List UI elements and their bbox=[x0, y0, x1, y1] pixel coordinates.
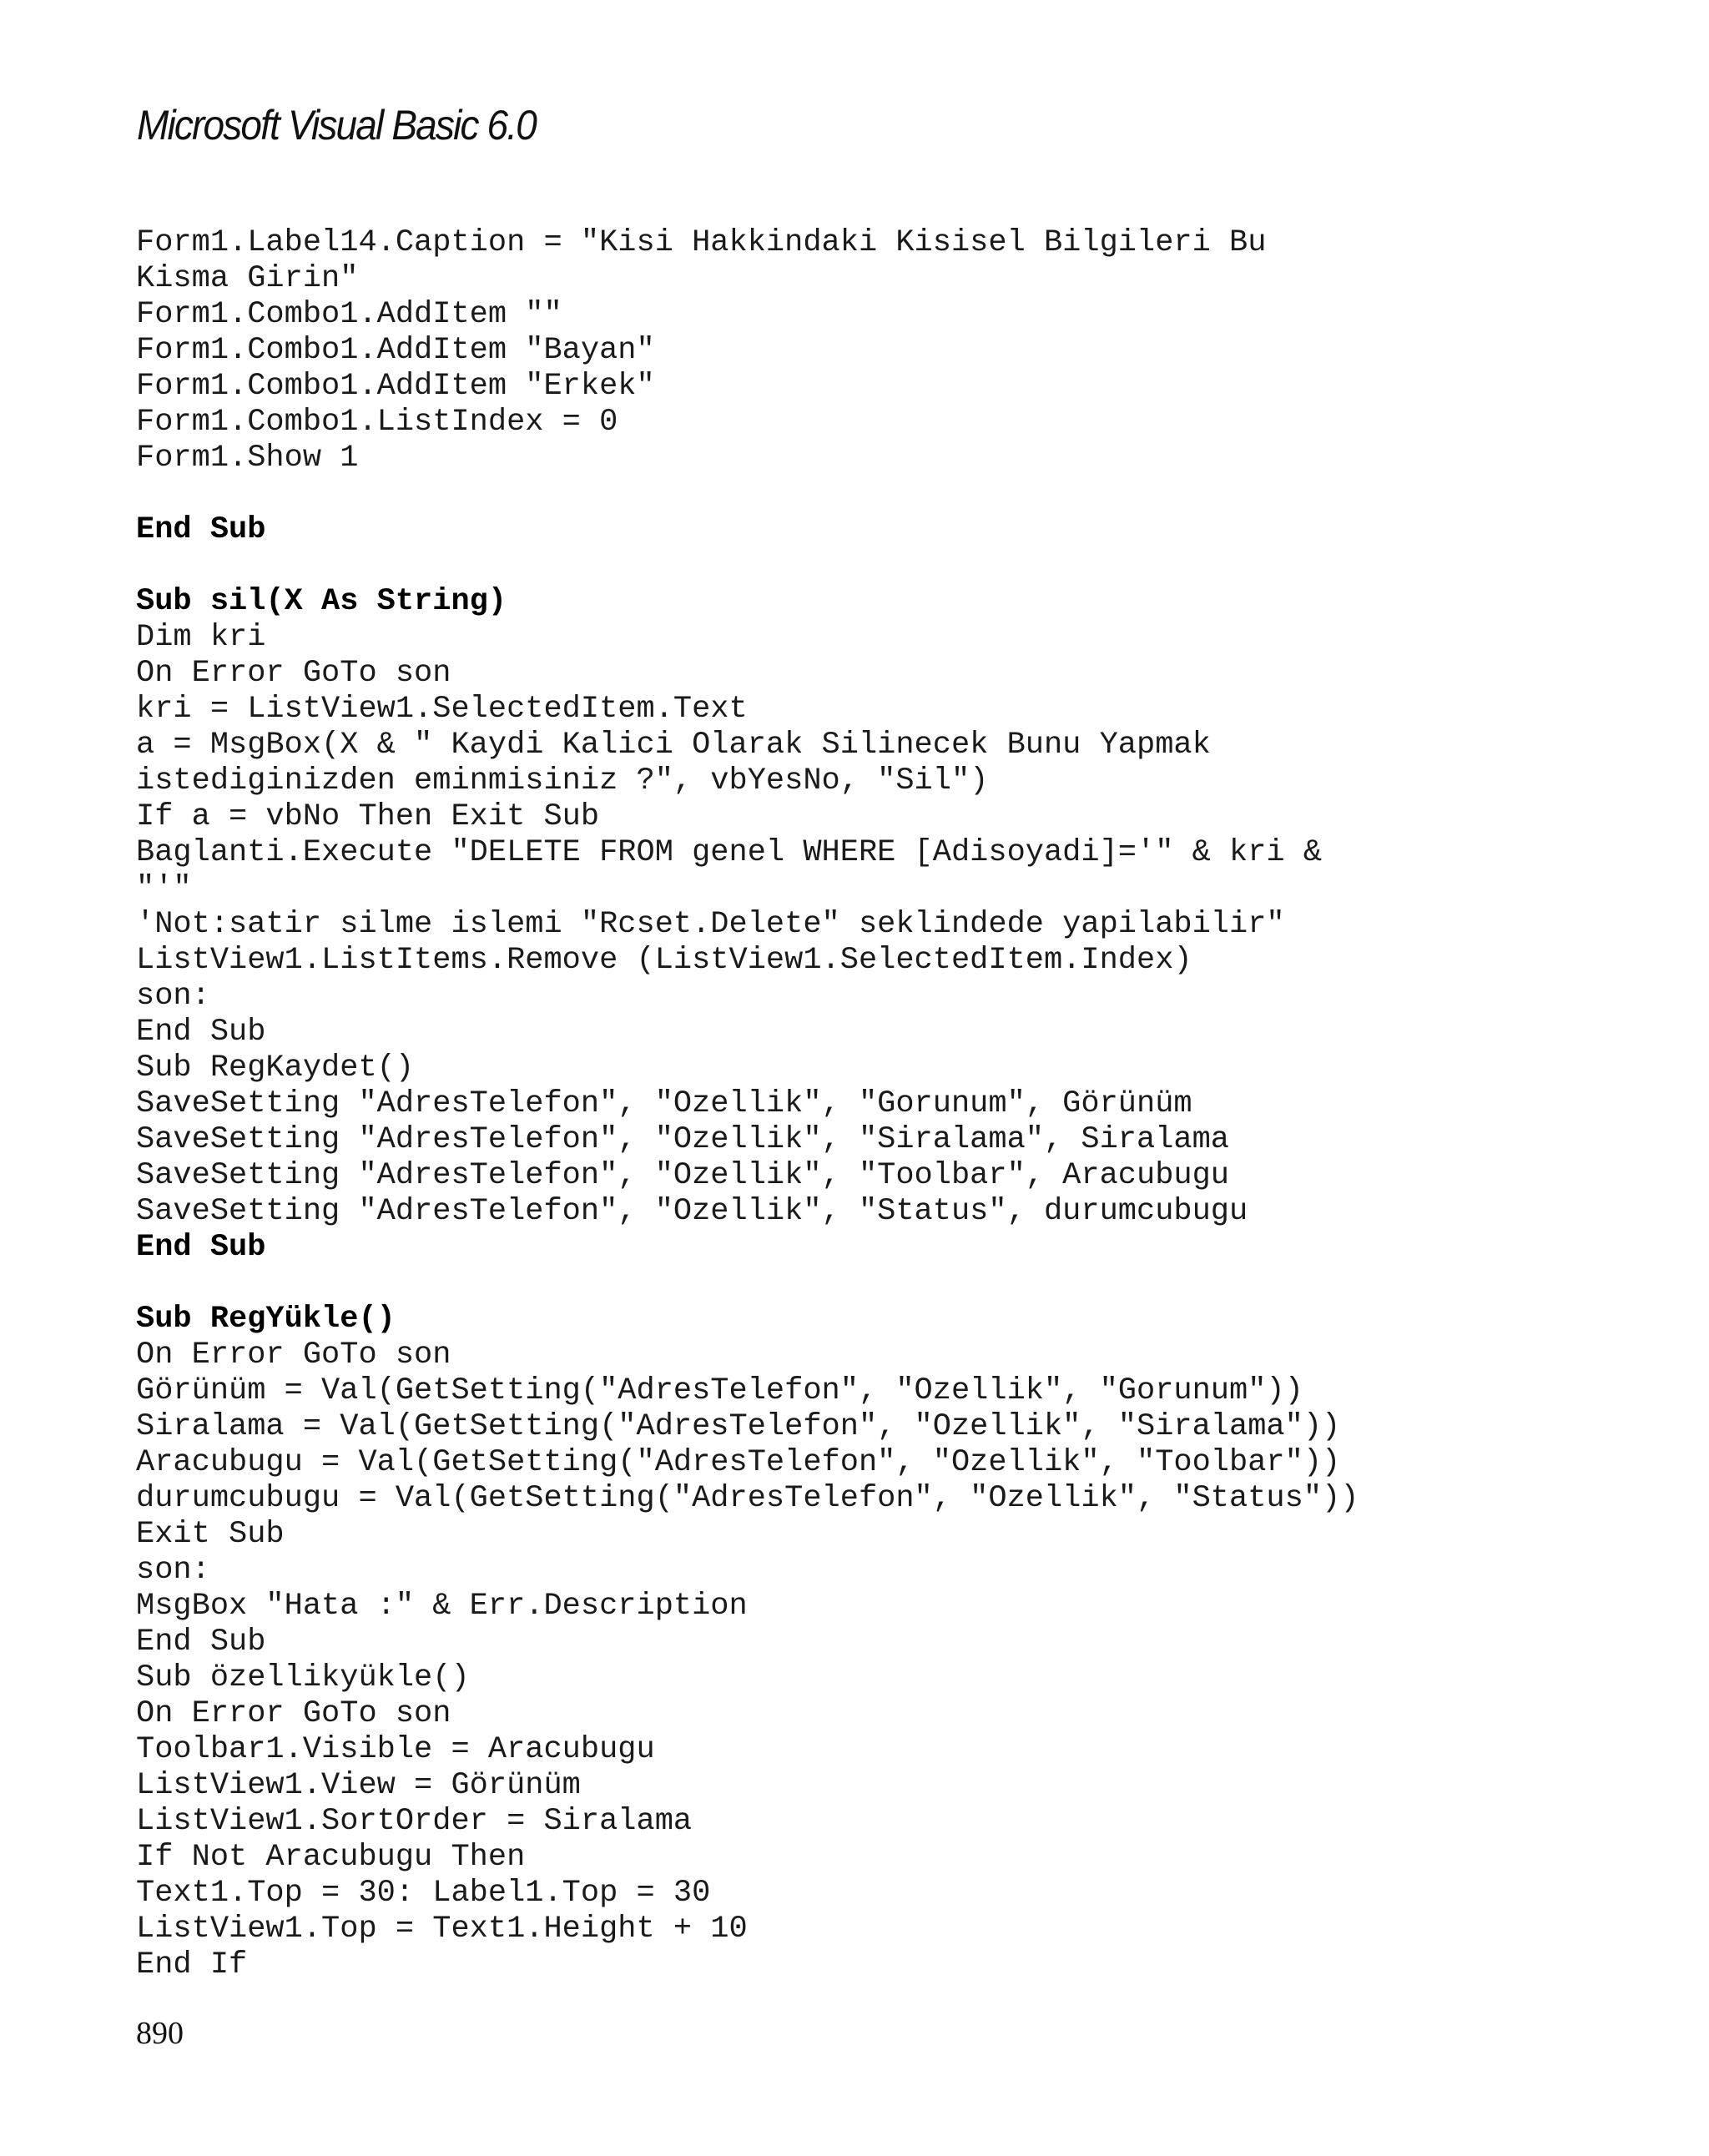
code-line: ListView1.Top = Text1.Height + 10 bbox=[136, 1912, 748, 1947]
page-number: 890 bbox=[136, 2016, 184, 2051]
code-line-sub-header: Sub RegYükle() bbox=[136, 1302, 396, 1337]
code-line: "'" bbox=[136, 871, 192, 906]
blank-line bbox=[136, 476, 1638, 512]
code-line: End If bbox=[136, 1947, 248, 1982]
code-line: ListView1.View = Görünüm bbox=[136, 1768, 581, 1803]
code-line: On Error GoTo son bbox=[136, 656, 451, 691]
code-line: son: bbox=[136, 1553, 210, 1588]
code-listing bbox=[136, 225, 1638, 1983]
code-line: End Sub bbox=[136, 1625, 266, 1660]
blank-line bbox=[136, 1266, 1638, 1302]
code-line: Aracubugu = Val(GetSetting("AdresTelefon", "Ozellik", "Toolbar")) bbox=[136, 1445, 1341, 1480]
code-line-end-sub: End Sub bbox=[136, 512, 266, 547]
code-line: Form1.Combo1.AddItem "Erkek" bbox=[136, 369, 655, 404]
code-line: istediginizden eminmisiniz ?", vbYesNo, "Sil") bbox=[136, 763, 989, 798]
blank-line bbox=[136, 548, 1638, 584]
code-line: SaveSetting "AdresTelefon", "Ozellik", "Toolbar", Aracubugu bbox=[136, 1158, 1230, 1193]
code-line: On Error GoTo son bbox=[136, 1337, 451, 1373]
code-line: Toolbar1.Visible = Aracubugu bbox=[136, 1732, 655, 1767]
code-line: SaveSetting "AdresTelefon", "Ozellik", "Siralama", Siralama bbox=[136, 1122, 1230, 1157]
code-line: kri = ListView1.SelectedItem.Text bbox=[136, 692, 748, 727]
code-line: Görünüm = Val(GetSetting("AdresTelefon", "Ozellik", "Gorunum")) bbox=[136, 1373, 1303, 1408]
code-line: Form1.Combo1.AddItem "" bbox=[136, 297, 562, 332]
code-line: durumcubugu = Val(GetSetting("AdresTelefon", "Ozellik", "Status")) bbox=[136, 1481, 1359, 1516]
code-line: a = MsgBox(X & " Kaydi Kalici Olarak Silinecek Bunu Yapmak bbox=[136, 728, 1211, 763]
code-line: MsgBox "Hata :" & Err.Description bbox=[136, 1589, 748, 1624]
code-line: ListView1.SortOrder = Siralama bbox=[136, 1804, 693, 1839]
code-line: Form1.Label14.Caption = "Kisi Hakkindaki Kisisel Bilgileri Bu bbox=[136, 225, 1267, 260]
code-line: Siralama = Val(GetSetting("AdresTelefon", "Ozellik", "Siralama")) bbox=[136, 1409, 1341, 1444]
code-line: Form1.Show 1 bbox=[136, 441, 359, 476]
code-line: Form1.Combo1.ListIndex = 0 bbox=[136, 405, 618, 440]
code-line: Exit Sub bbox=[136, 1517, 285, 1552]
code-line: SaveSetting "AdresTelefon", "Ozellik", "Gorunum", Görünüm bbox=[136, 1086, 1192, 1121]
code-line: son: bbox=[136, 979, 210, 1014]
code-line: Text1.Top = 30: Label1.Top = 30 bbox=[136, 1876, 711, 1911]
code-line-end-sub: End Sub bbox=[136, 1230, 266, 1265]
code-line: Sub RegKaydet() bbox=[136, 1050, 415, 1086]
code-line: Form1.Combo1.AddItem "Bayan" bbox=[136, 333, 655, 368]
code-line: Sub özellikyükle() bbox=[136, 1660, 470, 1695]
code-line-comment: 'Not:satir silme islemi "Rcset.Delete" seklindede yapilabilir" bbox=[136, 907, 1285, 942]
code-line: Baglanti.Execute "DELETE FROM genel WHERE [Adisoyadi]='" & kri & bbox=[136, 835, 1323, 870]
code-line: If Not Aracubugu Then bbox=[136, 1840, 526, 1875]
running-header: Microsoft Visual Basic 6.0 bbox=[137, 102, 536, 149]
code-line: ListView1.ListItems.Remove (ListView1.SelectedItem.Index) bbox=[136, 943, 1192, 978]
code-line: If a = vbNo Then Exit Sub bbox=[136, 799, 600, 834]
code-line: Dim kri bbox=[136, 620, 266, 655]
code-line-sub-header: Sub sil(X As String) bbox=[136, 584, 507, 619]
code-line: On Error GoTo son bbox=[136, 1696, 451, 1731]
code-line: Kisma Girin" bbox=[136, 261, 359, 296]
code-line: SaveSetting "AdresTelefon", "Ozellik", "Status", durumcubugu bbox=[136, 1194, 1248, 1229]
code-line: End Sub bbox=[136, 1015, 266, 1050]
